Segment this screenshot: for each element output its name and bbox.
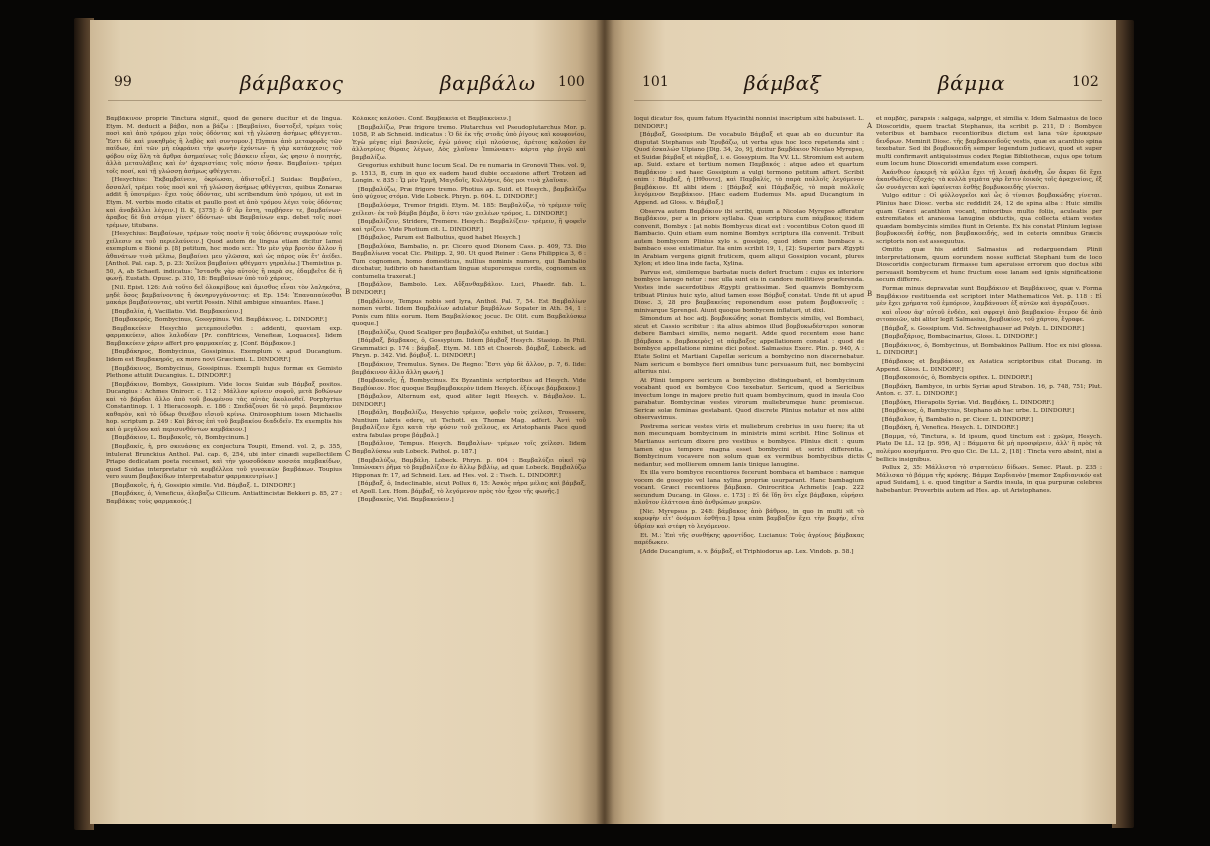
dictionary-entry: [Βαμβύκιος, ὁ, Bambycius, Stephano ab hac urbe. L. DINDORF.]	[882, 408, 1075, 415]
dictionary-entry: [Βαμβαξάριος, Bombacinarius, Gloss. L. DINDORF.]	[882, 334, 1038, 341]
left-page-header	[90, 71, 604, 98]
dictionary-entry: Simondum at hoc adj. βομβυκώδης sonat Bombycis similis, vel Bombaci, sicut et Cassio scribitur : ita alius abimos illud βομβυκωδέστεροι sonoræ debere Bambaci similis, nemo negarit. Adde quod recentem esse hanc [βάμβακα s. βαμβακερὸς] et πάμβαξος appellationem constat : quod de bombyce appellatione nimine dici potest. Salmasius Exerc. Plin. p. 940, A : Etate Solini et Martiani Capellæ sericum a bombycino non discernebatur. Nam sericum e bombyce fieri omnibus tunc persuasum fuit, nec bombycini alterius nisi.	[634, 316, 864, 376]
dictionary-entry: [Βάμβαλος, Parum est Balbutius, quod habet Hesych.]	[358, 235, 521, 242]
dictionary-entry: Βαμβάκινον proprie Tinctura signif., quod de genere ducitur et de lingua. Etym. M. deducit a βάβαι, non a βάζω : [Βαμβαίνει, δυστοξεῖ, τρέμει τοὺς ποσὶ καὶ ἀπὸ τρόμου χέρι τοὺς ὀδόντας καὶ τῇ γλώσσῃ ἀσήμως φθέγγεται. Ἔστι δὲ καὶ μυκηθμὸς ἢ λαβὸς καὶ συντομον.] Elymus ἀπὸ μεταφορᾶς τῶν παίδων, ἐπὶ τῶν μὴ εὐφράνει τὴν φωνὴν ἐχόντων· ἡ γὰρ κατάσχεσις τοῦ φόβου οὐχ ὅλη τὰ ἄρθρα ἀσημαίνως τοῖς βάσκειν εἶναι, ὡς φησιν ὁ ποιητής, ἀλλὰ μεταυλάβεις καὶ ἐν' ἀχαριστίαις τοῖς πόσιν ἦσαν. Βαμβαίνει· τρέμει τοῖς ποσί, καὶ τῇ γλώσσῃ ἀσήμως φθέγγεται.	[106, 116, 342, 175]
dictionary-entry: [Βαμβάκινος, ὁ, Bombycinus, ut Bombakinos Pallium. Hoc ex nisi glossa. L. DINDORF.]	[876, 342, 1102, 357]
dictionary-entry: Et. M.: Ἐπὶ τῆς συνθήκης φροντίδος. Lucianus: Τοὺς ἀγρίους βάμβακας παρέδωκεν.	[634, 532, 864, 547]
dictionary-entry: [Βαμβάλιον, Tempus nobis sed lyra, Anthol. Pal. 7, 54. Est Βαμβαλίων nomen verbi. Iidem Βαμβαλίων adulatur βαμβάλων Sopater in Ath. 54, 1 : Ponis cum filiis eorum. Item Βαμβαλίσκος jocuc. Dc Olit. cum Βαμβαλύσκω quoque.]	[352, 298, 586, 328]
margin-letter-c: C	[345, 450, 351, 458]
running-head: βάμβακος	[240, 71, 344, 95]
dictionary-entry: Formæ minus depravatæ sunt Βαμβάκιον et Βαμβάκινος, quæ v. Forma Βαμβάκιον restituenda est scriptori inter Mathematicos Vet. p. 118 : Εἰ μὲν ἔχει χρήματα τοῦ ἐμπόριον, λαμβάνουσι ἐξ αὐτῶν καὶ ἀγοράζουσι.	[876, 286, 1102, 308]
running-head: βάμμα	[938, 71, 1006, 95]
text-column	[106, 116, 342, 824]
page-number: 99	[114, 74, 132, 90]
dictionary-entry: Postrema sericæ vestes viris et muliebrum crebrius in usu fuere; ita ut non mecunquam bombycinum in ministris mimi scribit. Hinc Solinus et Martianus sericum dixere pro vestibus e bombyce. Plinius dicit : quum tamen ejus tempore magna esset bombycini et serici differentia. Bombycinum vocavere non solum quæ ex vermibus bombycibus dictis nedantur, sed mollierem omnem lanis tinique lanugine.	[634, 423, 864, 468]
dictionary-entry: [Βαμβάκες, ὁ, Veneficus, ἀλαβαζω Cilicum. Antiattincistæ Bekkeri p. 85, 27 : Βαμβάκας τοὺς φαρμακούς.]	[106, 491, 342, 505]
page-number: 102	[1072, 74, 1099, 90]
dictionary-entry: [Βαμβαλύζω, Quod Scaliger pro βαμβαλύζω exhibet, ut Suidæ.]	[358, 329, 549, 336]
dictionary-entry: loqui dicatur fos, quum fatum Hyacinthi nonnisi inscriptum sibi habuisset. L. DINDORF.]	[634, 116, 864, 130]
dictionary-entry: [Βάμβαξ, βάμβακος, ὁ, Gossypium. Iidem βάμβαξ Hesych. Stasiop. In Phil. Grammatici p. 174 : βάμβαξ. Etym. M. 185 et Choerob. βάμβαξ, Lobeck. ad Phryn. p. 342. Vid. βόμβυξ. L. DINDORF.]	[352, 338, 586, 360]
dictionary-entry: καὶ οἶνον ἀφ' αὐτοῦ ἐνδέει, καὶ σφραγὶ ἀπὸ βαμβακίου· ἔτερον δὲ ἀπὸ σιτοποιῶν, ubi aliter legit Salmasius, βομβυκίον, τοῦ χάρτου, ἔγραφε.	[876, 309, 1102, 324]
dictionary-entry: [Βαμβάλον, Bambolo. Lex. Αὔξανθαμβάλον. Luci, Phaedr. fab. L. DINDORF.]	[352, 282, 586, 297]
dictionary-entry: [Βαμβακίς, ἡ, pro σκευάσας ex conjectura Toupii, Emend. vol. 2, p. 355, intulerat Brunckius Anthol. Pal. cap. 6, 254, ubi inter cinædi supellectilem Priapo dedicatam poeta recenset, καὶ τὴν γρυσοδόκαν κοσσέα παμβακίδων, quod Suidas interpretatur τὰ κομβέλλεα τοῦ γυναικῶν βαμβάκων. Toupius vero suum βαμβακίδων interpretabatur φαρμακευτρίων.]	[106, 443, 342, 481]
page-number: 100	[558, 74, 585, 90]
dictionary-entry: [Βάμβαξ, ὁ, Indeclinable, sicut Pollux 6, 15: Ἀσκὸς πὴρα μέλας καὶ βάμβαξ, et Apoll. Lex. Hom. βάμβαξ, τὸ λεγόμενον πρὸς τὸν ἦχον τῆς φωνῆς.]	[352, 481, 586, 495]
left-page	[90, 20, 604, 824]
margin-letter-b: B	[867, 290, 873, 298]
page-number: 101	[642, 74, 669, 90]
dictionary-entry: Parvus est, similemque barbatæ nucis defert fructum : cujus ex interiore bombyce lanugo netur : nec ulla sunt eis in candore mollitieve præferenda. Vestes inde sacerdotibus Ægypti gratissimæ. Sed quamvis Bombycem tribuat Plinius huic xylo, aliud tamen esse Βόμβυξ constat. Unde fit ut apud Diosc. 3, 28 pro βαμβακείας reponendum esse putem βομβυκινοῖς : minivarque Sprengel. Aiunt quoque bombycem inflaturi, ut dixi.	[634, 269, 864, 314]
dictionary-entry: [Hesychius: Βαμβαίνων, τρέμων τοὺς ποσὶν ἢ τοὺς ὀδόντας συγκρούων τοῖς χείλεσιν εκ τοῦ περιελαύνειν.] Quod autem de lingua etiam dicitur Iamsi exemplum e Bioné p. [8] petitum, hoc modo scr.: Ἦν μὲν γὰρ βροτὸν ἄλλον ἢ ἀθανάτων τινὰ μέλπω, βαμβαίνει μευ γλῶσσα, καὶ ὡς πάρος οὐκ ἔτ' ἀείδει. [Anthol. Pal. cap. 5, p. 23: Χείλεα βαμβαίνει φθέγματι γηραλέω.] Themistius p. 50, A, ab Schaefl. indicatus: Ἴστασθε γὰρ αὐτοὺς ἢ παρὰ σε, ἐδαμβεῖτε δὲ ἢ φωνῇ. Eustath. Opusc. p. 310, 18: Βαμβαίνων ὑπὸ τοῦ χάρους.	[106, 231, 342, 283]
dictionary-entry: [Βαμβάκη, Bambyce, in urbis Syriæ apud Strabon. 16, p. 748, 751; Plut. Anton. c. 37. L. DINDORF.]	[876, 383, 1102, 398]
dictionary-entry: [Βάμβαξ, Gossipium. De vocabulo Βάμβαξ et quæ ab eo ducuntur ita disputat Stephanus sub Ἐρυβάζω, ut verba ejus hoc loco repetenda sint : Quod ἐσκαλώσ Ulpiano [Dig. 34, 2o, 9], dicitur βαμβάκιον Nicolao Myrepso, et Suidæ βάμβαξ et πάμβαξ, i. e. Gossypium. Ita VV. LL. Stromium est autem ap. Suid. extare et tertium nomen Παμβακός : atque adeo et quartum Βαμβάκιον : sed haec Gossipium a vulgi termono petitum affert. Scribit enim : Βάμβαξ, ἡ [Ηθουτε], καὶ Παμβαλίς, τὸ παρὰ πολλοῖς λεγόμενον βαμβάκιον. Et alibi idem : [Βάμβαξ καὶ Πάμβαξός, τὸ παρὰ πολλοῖς λεγόμενον Βαμβάκιον. [Hæc eadem Eudemus Ms. apud Ducangium in Append. ad Gloss. v. Βάμβαξ.]	[634, 132, 864, 207]
text-column	[352, 116, 586, 824]
dictionary-entry: Pollux 2, 35: Μάλλιστα τὸ στρατεύειν δίδωσι. Senec. Plaut. p. 235 : Μάλισκα τὸ βάμμα τῆς κρόκης. Βάμμα Σαρδιανὸν [memor Σαρδιανικόν est apud Suidam], i. e. quod tingitur a Sardis insula, in qua purpuræ celebres habebantur. Proverbiis autem ad Hes. ap. ut Aristophanes.	[876, 465, 1102, 494]
text-column	[634, 116, 864, 824]
dictionary-entry: Vulgo editur : Οἱ φύλλογρεῖοι καὶ ὧς ὁ τίναισι βομβακώδης γίνεται. Plinius hæc Diosc. verba sic reddidit 24, 12 de spina alba : Huic similis quam Græci acanthion vocant, minoribus multo foliis, aculeatis per extremitates et araneosa lanugine obductis, qua collecta etiam vestes quædam bombycinis similes fiunt in Oriente. Ex his constat Plinium legisse βομβυκοειδὴ ἐσθής, non βαμβακοειδής, sed in ceteris omnibus Græcis scriptoris non est assequutus.	[876, 193, 1102, 245]
dictionary-entry: [Βάμβαλον, ἡ, Bambalio n. pr. Cicer. L. DINDORF.]	[882, 416, 1034, 423]
dictionary-entry: et παμβάς, parapsis : salgaga, salpηge, et similia v. Idem Salmasius de loco Dioscoridis, quem tractat Stephanus, ita scribit p. 211, D : Bombyce veteribus et bambace recentioribus dictum est lana τῶν ἐρυκερων δενδρων. Meminit Diosc. τῆς βαμβακοειδοῦς vestis, quæ ex acanthio spina texebatur. Sed ibi βομβυκοειδὴ semper legendum judicavi, quod et super multi confirmavit antiquissimus codex Regiæ Bibliothecæ, cujus ope totum eum locum hunc Dioscoridi emendatum esse comperi.	[876, 116, 1102, 168]
dictionary-entry: [Βαμβακερός, Bombycinus, Gossypinus. Vid. Βαμβάκινος. L. DINDORF.]	[112, 317, 327, 324]
dictionary-entry: [Βαμβακοεῖς, ᾗ, Bombycinus. Ex Byzantinis scriptoribus ad Hesych. Vide Βαμβύκιον. Hoc quoque Βαμβαμβακερὸν iidem Hesych. ἐξέκυψε βάμβακον.]	[352, 378, 586, 392]
dictionary-entry: [Βαμβαλία, ἡ, Vacillatio. Vid. Βαμβακεύειν.]	[112, 308, 243, 315]
dictionary-entry: Omitto quæ his addit Salmasius ad redarguendam Plinii interpretationem, quum eorundem nosse sufficiat Stephani tum de loco Dioscoridis conjecturam firmasse tum aperuisse errorem quo doctus sibi persuasit bombycem et hunc fructum esse lanam sed ignis significatione secum differre.	[876, 247, 1102, 284]
dictionary-entry: [Nic. Myrepsus p. 248: βάμβακος ἀπὸ βάθρου, in quo in multi sit τὸ κορυφὴν εἶτ' ὀνόμασι ἐσθῆτα.] Ipsa enim βαμβαξὸν ἔχει τὴν βαφήν, εἴτα ὑδρίαν καὶ στέφη τὸ λεγόμενον.	[634, 508, 864, 530]
book-gutter	[596, 20, 614, 824]
dictionary-entry: Ex illa vero bombyce recentiores fecerunt bombaca et bambace : namque vocem de gossypio vel lana xylina propriæ usurparant. Hanc bambagium vocant. Græci recentiores βάμβακα. Onirocritica Achmetis [cap. 222 secundum Ducang. in Gloss. c. 173] : Εἰ δὲ ἴδῃ ὅτι εἶχε βάμβακα, εὑρήσει πλοῦτον ἐλάττονα ἀπὸ ἀνθρώπων μικρῶν.	[634, 470, 864, 507]
dictionary-entry: [Βαμβακεὺς, Vid. Βαμβακεύειν.]	[358, 497, 454, 504]
dictionary-entry: [Adde Ducangium, s. v. βάμβαξ, et Triphiodorus ap. Lex. Vindob. p. 58.]	[640, 548, 854, 555]
dictionary-entry: [Βαμβάλη, Βαμβαλίζω, Hesychio τρέμειν, φοβεῖν τοὺς χείλεσι, Trossere, Nuntium labris edere, ut Tschott. ex Thomæ Mag. adfert. Ἀντὶ τοῦ βαμβαλίζειν ἔχει κατὰ τὴν φύσιν τοῦ χείλους, ex Aristophanis Pace quod extra fabulas prope βάμβαλ.]	[352, 410, 586, 439]
right-page-header	[604, 71, 1116, 98]
dictionary-entry: Κόλακες καλοῦσι. Conf. Βαμβακεία et Βαμβακεύειν.]	[352, 116, 511, 122]
dictionary-entry: [Nil. Epist. 126: Διὰ τοῦτο δεῖ ὀλοκρίβους καὶ ἄμισθος εἶναι τὸν λαληκότα, μηδὲ ὅσος βαμβαίνοντας ἢ ὀκνηρυγγάνοντας: et Ep. 154: Ἐπαναπαύεσθαι μακάρι βαμβαίνοντας, ubi vertit Possin. Nihil ambigue sinuantes. Hase.]	[106, 285, 342, 307]
dictionary-entry: [Βάμβακος et βαμβάκιον, ex Asiatica scriptoribus citat Ducang. in Append. Gloss. L. DINDORF.]	[876, 358, 1102, 373]
dictionary-entry: [Βαμμα, τό, Tinctura, s. Id ipsum, quod tinctum est : χρῶμα, Hesych. Plato De LL. 12 [p. 956, A] : Βάμματα δὲ μὴ προσφέρειν, ἀλλ' ἢ πρὸς τὰ πολέμου κοσμήματα. Pro quo Cic. De LL. 2, [18] : Tincta vero absint, nisi a bellicis insignibus.	[876, 433, 1102, 463]
dictionary-entry: [Βαμβαλύκα, Bambalio, n. pr. Cicero quod Dionem Cass. p. 409, 73. Dio Βαμβαλίωνα vocat Cic. Philipp. 2, 90. Ut quod Reiner : Gens Philippica 3, 6 : Tum cognomen, homo domesticus, nullius nominis numero, qui Bambalio dicebatur, ludibrio ob hæsitantiam linguæ stuporemque cordis, cognomen ex contumelia traxerat.]	[352, 243, 586, 280]
dictionary-entry: [Βαμβύκη, Hierapolis Syriæ. Vid. Βαμβάκη. L. DINDORF.]	[882, 399, 1054, 406]
text-column	[876, 116, 1102, 824]
dictionary-entry: [Βαμβάκιον, L. Βαμβακοῖς, τὸ, Bombycinum.]	[112, 435, 249, 442]
margin-letter-c: C	[867, 452, 873, 460]
dictionary-entry: [Βαμβακοῖς, ἡ, ἡ, Gossipio simile. Vid. Βάμβαξ. L. DINDORF.]	[112, 482, 295, 489]
margin-letter-a: A	[867, 122, 873, 130]
dictionary-entry: Ἀκάνθιον ἐρκεριῆ τὰ φύλλα ἔχει τῇ λευκῇ ἀκάνθῃ, ὧν ἄκραι δὲ ἔχει ἀκανθώδεις ἐξοχάς· τὰ κυλλὰ γεμάτα γὰρ ἔστιν ἐοικός τοῖς ἀραχνείοις, ἐξ ὧν συνάγεται καὶ ὑφαίνεται ἐσθὴς βομβυκοειδὴς γίνεται.	[876, 169, 1102, 191]
dictionary-entry: [Hesychius: Ἐκβαμβαίνειν, ὀκρίωσαι, ἀδιστοξεῖ.] Suidas: Βαμβαίνει, ὄσσαλεῖ, τρέμει τοὺς ποσὶ καὶ τῇ γλώσσῃ ἀσήμως φθέγγεται, quibus Zonaras addit ἢ ὑποτρέμει· ἔχει τοὺς ὀδόντας, ubi scribendum ὑπὸ τρόμου, ut est in Etym. M. verbis modo citatis et paullo post et ἀπὸ τρόμου λέγει τοὺς ὀδόντας καὶ ἀναβάλλει λέγειν.] Il. K, [375]: ὁ δ' ἄρ ἔστη, ταρβήσεν τε, βαμβαίνων· ἀραβος δὲ διὰ στόμα γίνετ' ὀδόντων· ubi Βαμβαίνων exp. debet τοῖς ποσὶ τρέμων, titubans.	[106, 177, 342, 229]
dictionary-entry: [Βαμβάκινος, Bombycinus, Gossipinus. Exempli hujus formæ ex Gemisto Plethone attulit Ducangius. L. DINDORF.]	[106, 365, 342, 380]
dictionary-entry: Observa autem Βαμβάκιον ibi scribi, quum a Nicolao Myrepso afferatur Βαμβάκιον, per a in priore syllaba. Quæ scriptura cum πάμβακος itidem convenit, Bombyx : [at nobis Bombycus dicat est : vocentibus Coton quod ill Bambacio. Quin etiam eum nomine Bombyx scriptura illa convenit. Tribuit autem bombycem Plinius xylo s. gossipio, quod idem cum bombace s. bambaco esse existimatur. Ita enim scribit 19, 1, [2]: Superior pars Ægypti in Arabiam vergens gignit fruticem, quem aliqui Gossipion vocant, plures Xylon; et ideo lina inde facta, Xylina.	[634, 208, 864, 268]
dictionary-entry: [Βαμβάκιον, Tremulus. Synes. De Regno: Ἔστι γὰρ δὲ ἄλλον, p. 7, 6. Iide: βαμβάκινον ἄλλο ἄλλη φωνή.]	[352, 361, 586, 376]
dictionary-entry: [Βαμβάκηρος, Bombycinus, Gossipinus. Exemplum v. apud Ducangium. Iidem est Βαμβακηρός, ex more novi Græcismi. L. DINDORF.]	[106, 349, 342, 363]
dictionary-entry: [Βαμβαλύζω, Præ frigore tremo. Photius ap. Suid. et Hesych., βαμβαλίζω ὑπὸ ψύχους στόμα. Vide Lobeck. Phryn. p. 604. L. DINDORF.]	[352, 186, 586, 201]
dictionary-entry: [Βαμβάλιον, Tempus. Hesych. Βαμβαλίων· τρέμων τοῖς χείλεσι. Iidem Βαμβαλύσκω sub Lobeck. Pathol. p. 187.]	[352, 441, 586, 455]
header-rule	[634, 100, 1102, 101]
margin-letter-b: B	[345, 288, 351, 296]
dictionary-entry: [Βάμβαξ, s. Gossipium. Vid. Schweighauser ad Polyb. L. DINDORF.]	[882, 325, 1085, 332]
dictionary-entry: [Βαμβάκη, ἡ, Venefica. Hesych. L. DINDORF.]	[882, 425, 1019, 432]
running-head: βαμβάλω	[440, 71, 536, 95]
dictionary-entry: [Βαμβαλίζω, Præ frigore tremo. Plutarchus vel Pseudoplutarchus Mor. p. 1058, P. ab Schneid. indicatus : Ὁ δὲ ἐκ τῆς στοᾶς ὑπὸ ῥίγους καὶ κουφονίου, Ἐγὼ μέγας εἰμὶ βασιλεύς, ἐγὼ μόνος εἰμὶ πλούσιος, ἀρέτοις καλούσι ἐν ἀλλοτρίοις θύραις λέγων, Δὸς χλαῖναν Ἰππώνακτι· κάρτα γὰρ ῥιγῶ καὶ βαμβαλίζω.	[352, 124, 586, 161]
dictionary-entry: Gregorius exhibuit hunc locum Scal. De re numaria in Gronovii Thes. vol. 9, p. 1513, B, cum in quo ex eadem haud dubie occasione affert Trotzen ad Longin. v. 835 : ᾯ μὲν Ἑρμῆ, Μαγιδοῖς, Κυλλήνιε, δὸς μοι τινὰ χλαῖναν.	[352, 163, 586, 185]
right-page	[604, 20, 1116, 824]
dictionary-entry: [Βαμβαλύζω, Βαμβάλη. Lobeck. Phryn. p. 604 : Βαμβαλύζει οἰκεῖ τῷ Ἱππώνακτι ῥῆμα τὸ βαμβαλίζειν ἐν ἄλλῳ βιβλίῳ, ad quæ Lobeck. Βαμβαλύζω Hipponax fr. 17, ad Schneid. Lex. ad Hes. vol. 2 : Tisch. L. DINDORF.]	[352, 457, 586, 479]
dictionary-entry: [Βαμβαλίζειν, Stridere, Tremere. Hesych.: Βαμβαλίζειν· τρέμειν, ἢ ψοφεῖν καὶ τρίζειν. Vide Photium cit. L. DINDORF.]	[352, 219, 586, 233]
dictionary-entry: [Βαμβακοποιός, ὁ, Bombycis opifex. L. DINDORF.]	[882, 375, 1033, 382]
dictionary-entry: [Βαμβάκιον, Bombyx, Gossipium. Vide locos Suidæ sub Βάμβαξ positos. Ducangius : Achmes Onirocr. c. 112 : Μάλλον κρίνειν σοφοῦ, μετὰ βοθώνων καὶ τὸ βάρδαι ἄλλο ἀπὸ τοῦ βοωμένου τὰς αὐτὰς ἀκολουθεῖ. Porphyrius Constantinop. l. 1 Hieracosoph. c. 186 : Σπεδάζουσι δὲ τὸ μερό. βαμπάκιον καθαρὸν, καὶ τὸ ὕδωρ θενέβου εἴσιοῦ κρίνω. Onirosophium issen Michaelis hop. scriptum p. 249 : Καὶ βάτος ἐπὶ τοῦ βαμβακίου διαδιδεῖν. Ex exemplis his καὶ ὁ μεγάλου καὶ περισυνθόντων καμβάκιον.]	[106, 381, 342, 433]
dictionary-entry: [Βαμβαλύσμα, Tremor frigidi. Etym. M. 185: Βαμβαλύζω, τὸ τρέμειν τοῖς χείλεσι· ἐκ τοῦ βάμβα βάμβα, ὅ ἐστι τῶν χειλέων τρόμος, L. DINDORF.]	[352, 203, 586, 217]
running-head: βάμβαξ	[744, 71, 822, 95]
header-rule	[108, 100, 586, 101]
dictionary-entry: At Plinii tempore sericum a bombycino distinguebant, et bombycinum vocabant quod ex bombyce Coo texebatur. Sericum, quod a Sericibus invectum longe in majore pretio fuit quam bombycinum, quod in insula Coo parabatur. Bombycinæ vestes virorum muliebrumque hunc promiscue. Sericæ solæ feminas gestabant. Quod discrete Plinius notatur et nos alibi observavimus.	[634, 377, 864, 422]
dictionary-entry: Βαμβακεύειν Hesychio μετεμποιεῖσθαι : addenti, quoviam exp. φαρμακεύειν, alios λαλοδίαν [Pr. confitrices, Venefieæ, Loquaces]. Iidem Βαμβακεύειν χάριν affert pro φαρμακείας χ. [Conf. Βάμβακον.]	[106, 325, 342, 347]
dictionary-entry: [Βάμβαλον, Alternum est, quod aliter legit Hesych. v. Βάμβαλον. L. DINDORF.]	[352, 394, 586, 408]
